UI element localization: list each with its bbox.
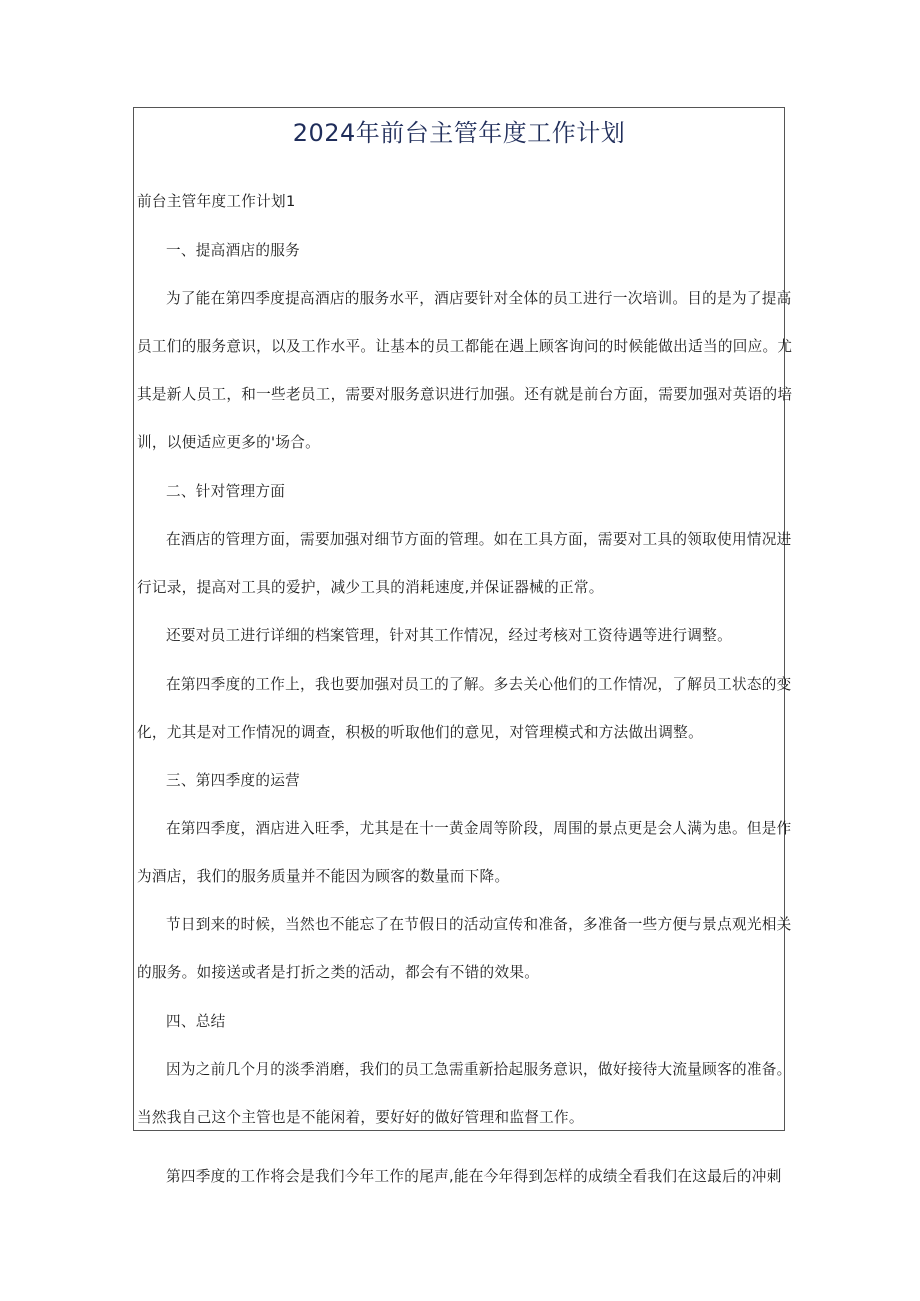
paragraph-line: 训，以便适应更多的'场合。 [137, 434, 321, 451]
subheading-3: 三、第四季度的运营 [166, 772, 301, 789]
paragraph-line: 节日到来的时候，当然也不能忘了在节假日的活动宣传和准备，多准备一些方便与景点观光相关 [166, 916, 792, 933]
paragraph-line: 行记录，提高对工具的爱护，减少工具的消耗速度,并保证器械的正常。 [137, 579, 604, 596]
paragraph-line: 为酒店，我们的服务质量并不能因为顾客的数量而下降。 [137, 868, 510, 885]
section-heading: 前台主管年度工作计划1 [137, 193, 296, 210]
paragraph-line: 因为之前几个月的淡季消磨，我们的员工急需重新拾起服务意识，做好接待大流量顾客的准备。 [166, 1061, 792, 1078]
paragraph-line: 当然我自己这个主管也是不能闲着，要好好的做好管理和监督工作。 [137, 1109, 584, 1126]
subheading-2: 二、针对管理方面 [166, 483, 286, 500]
document-title: 2024年前台主管年度工作计划 [292, 119, 626, 147]
paragraph-line: 在第四季度，酒店进入旺季，尤其是在十一黄金周等阶段，周围的景点更是会人满为患。但是作 [166, 820, 792, 837]
paragraph-line: 的服务。如接送或者是打折之类的活动，都会有不错的效果。 [137, 964, 540, 981]
closing-paragraph-line: 第四季度的工作将会是我们今年工作的尾声,能在今年得到怎样的成绩全看我们在这最后的冲刺 [166, 1168, 782, 1185]
subheading-4: 四、总结 [166, 1013, 226, 1030]
paragraph-line: 在酒店的管理方面，需要加强对细节方面的管理。如在工具方面，需要对工具的领取使用情况进 [166, 531, 792, 548]
paragraph-line: 在第四季度的工作上，我也要加强对员工的了解。多去关心他们的工作情况，了解员工状态的变 [166, 676, 792, 693]
paragraph-line: 化，尤其是对工作情况的调查，积极的听取他们的意见，对管理模式和方法做出调整。 [137, 724, 703, 741]
subheading-1: 一、提高酒店的服务 [166, 242, 301, 259]
paragraph-line: 其是新人员工，和一些老员工，需要对服务意识进行加强。还有就是前台方面，需要加强对英语的培 [137, 386, 793, 403]
paragraph-line: 员工们的服务意识，以及工作水平。让基本的员工都能在遇上顾客询问的时候能做出适当的回应。尤 [137, 338, 793, 355]
paragraph-line: 为了能在第四季度提高酒店的服务水平，酒店要针对全体的员工进行一次培训。目的是为了提高 [166, 290, 792, 307]
paragraph-line: 还要对员工进行详细的档案管理，针对其工作情况，经过考核对工资待遇等进行调整。 [166, 627, 732, 644]
